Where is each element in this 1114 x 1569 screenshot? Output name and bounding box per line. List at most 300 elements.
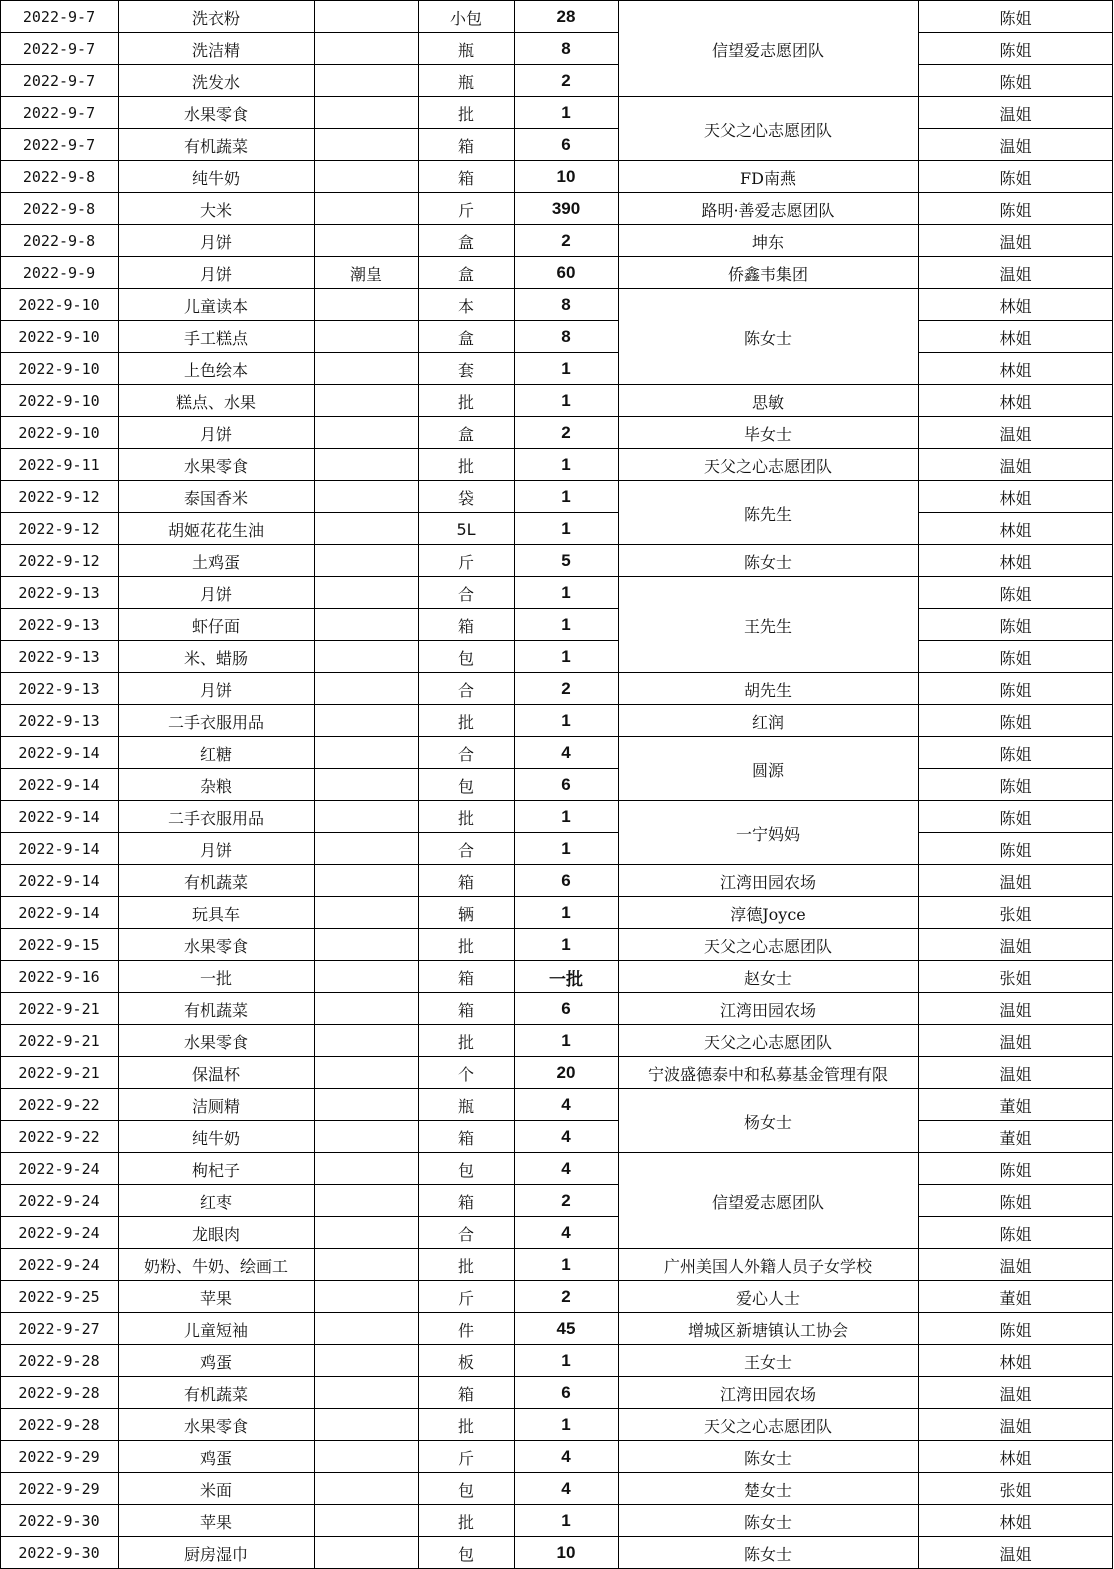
staff-cell: 陈姐 (999, 584, 1032, 604)
unit-cell: 批 (457, 1256, 474, 1276)
quantity-cell: 6 (561, 135, 571, 154)
grid-line (918, 0, 919, 1569)
unit-cell: 斤 (457, 200, 474, 220)
brand-cell (314, 65, 418, 97)
grid-line (0, 1088, 1113, 1089)
donor-cell: 增城区新塘镇认工协会 (687, 1320, 848, 1340)
unit-cell: 辆 (457, 904, 474, 924)
donor-cell-merged: 王先生 (743, 616, 792, 636)
quantity-cell: 4 (561, 1223, 571, 1242)
item-cell: 儿童读本 (183, 296, 248, 316)
item-cell: 洁厕精 (191, 1096, 240, 1116)
unit-cell: 瓶 (457, 72, 474, 92)
grid-line (0, 832, 619, 833)
grid-line (1112, 0, 1113, 1569)
quantity-cell: 4 (561, 1447, 571, 1466)
item-cell: 纯牛奶 (191, 1128, 240, 1148)
donor-cell: 红润 (751, 712, 784, 732)
item-cell: 大米 (199, 200, 232, 220)
unit-cell: 包 (457, 648, 474, 668)
donor-cell: 淳德Joyce (730, 904, 806, 924)
staff-cell: 林姐 (999, 1512, 1032, 1532)
item-cell: 月饼 (199, 424, 232, 444)
brand-cell (314, 673, 418, 705)
staff-cell: 温姐 (999, 1256, 1032, 1276)
staff-cell: 陈姐 (999, 1192, 1032, 1212)
quantity-cell: 2 (561, 1287, 571, 1306)
item-cell: 有机蔬菜 (183, 136, 248, 156)
brand-cell (314, 897, 418, 929)
date-cell: 2022-9-21 (18, 1064, 100, 1082)
grid-line (0, 1376, 1113, 1377)
date-cell: 2022-9-7 (22, 72, 96, 90)
item-cell: 月饼 (199, 232, 232, 252)
staff-cell: 董姐 (999, 1096, 1032, 1116)
item-cell: 红糖 (199, 744, 232, 764)
item-cell: 一批 (199, 968, 232, 988)
unit-cell: 箱 (457, 136, 474, 156)
unit-cell: 小包 (449, 8, 482, 28)
brand-cell (314, 129, 418, 161)
unit-cell: 瓶 (457, 1096, 474, 1116)
grid-line (0, 1152, 1113, 1153)
unit-cell: 包 (457, 1544, 474, 1564)
grid-line (418, 0, 419, 1569)
unit-cell: 袋 (457, 488, 474, 508)
unit-cell: 箱 (457, 616, 474, 636)
grid-line (0, 1472, 1113, 1473)
unit-cell: 5L (456, 519, 476, 539)
brand-cell (314, 929, 418, 961)
grid-line (0, 608, 619, 609)
grid-line (0, 0, 1, 1569)
staff-cell: 陈姐 (999, 616, 1032, 636)
brand-cell (314, 1313, 418, 1345)
date-cell: 2022-9-14 (18, 872, 100, 890)
item-cell: 手工糕点 (183, 328, 248, 348)
date-cell: 2022-9-10 (18, 328, 100, 346)
grid-line (0, 576, 1113, 577)
staff-cell: 张姐 (999, 1480, 1032, 1500)
unit-cell: 套 (457, 360, 474, 380)
grid-line (118, 0, 119, 1569)
staff-cell: 温姐 (999, 1000, 1032, 1020)
unit-cell: 箱 (457, 968, 474, 988)
grid-line (0, 96, 1113, 97)
grid-line (918, 1184, 1113, 1185)
date-cell: 2022-9-9 (22, 264, 96, 282)
unit-cell: 盒 (457, 264, 474, 284)
brand-cell (314, 513, 418, 545)
grid-line (0, 704, 1113, 705)
brand-cell (314, 961, 418, 993)
brand-cell (314, 1377, 418, 1409)
quantity-cell: 8 (561, 295, 571, 314)
brand-cell (314, 1281, 418, 1313)
grid-line (0, 1184, 619, 1185)
item-cell: 洗衣粉 (191, 8, 240, 28)
quantity-cell: 1 (561, 1255, 571, 1274)
grid-line (0, 128, 619, 129)
date-cell: 2022-9-14 (18, 904, 100, 922)
donor-cell: 宁波盛德泰中和私募基金管理有限 (647, 1064, 888, 1084)
grid-line (0, 224, 1113, 225)
staff-cell: 温姐 (999, 1032, 1032, 1052)
unit-cell: 合 (457, 584, 474, 604)
date-cell: 2022-9-7 (22, 136, 96, 154)
brand-cell (314, 1, 418, 33)
unit-cell: 箱 (457, 1128, 474, 1148)
donor-cell: 赵女士 (743, 968, 792, 988)
quantity-cell: 1 (561, 1415, 571, 1434)
date-cell: 2022-9-13 (18, 712, 100, 730)
staff-cell: 陈姐 (999, 168, 1032, 188)
date-cell: 2022-9-7 (22, 40, 96, 58)
item-cell: 苹果 (199, 1512, 232, 1532)
staff-cell: 陈姐 (999, 40, 1032, 60)
date-cell: 2022-9-10 (18, 296, 100, 314)
brand-cell (314, 1217, 418, 1249)
grid-line (0, 1312, 1113, 1313)
date-cell: 2022-9-28 (18, 1384, 100, 1402)
quantity-cell: 4 (561, 1479, 571, 1498)
brand-cell (314, 289, 418, 321)
grid-line (0, 1536, 1113, 1537)
unit-cell: 盒 (457, 424, 474, 444)
quantity-cell: 6 (561, 1383, 571, 1402)
item-cell: 米面 (199, 1480, 232, 1500)
quantity-cell: 1 (561, 839, 571, 858)
quantity-cell: 1 (561, 487, 571, 506)
donor-cell-merged: 天父之心志愿团队 (703, 120, 832, 140)
item-cell: 杂粮 (199, 776, 232, 796)
grid-line (918, 32, 1113, 33)
quantity-cell: 1 (561, 583, 571, 602)
item-cell: 水果零食 (183, 936, 248, 956)
staff-cell: 林姐 (999, 552, 1032, 572)
unit-cell: 盒 (457, 232, 474, 252)
brand-cell: 潮皇 (349, 264, 382, 284)
donor-cell: 陈女士 (743, 1512, 792, 1532)
donor-cell: FD南燕 (740, 168, 796, 188)
staff-cell: 陈姐 (999, 680, 1032, 700)
staff-cell: 陈姐 (999, 712, 1032, 732)
item-cell: 儿童短袖 (183, 1320, 248, 1340)
staff-cell: 陈姐 (999, 1224, 1032, 1244)
unit-cell: 斤 (457, 1448, 474, 1468)
quantity-cell: 2 (561, 679, 571, 698)
quantity-cell: 8 (561, 39, 571, 58)
donor-cell: 天父之心志愿团队 (703, 936, 832, 956)
staff-cell: 林姐 (999, 392, 1032, 412)
grid-line (918, 352, 1113, 353)
date-cell: 2022-9-12 (18, 552, 100, 570)
donor-cell: 爱心人士 (735, 1288, 800, 1308)
staff-cell: 温姐 (999, 936, 1032, 956)
item-cell: 月饼 (199, 680, 232, 700)
brand-cell (314, 353, 418, 385)
donor-cell: 天父之心志愿团队 (703, 1032, 832, 1052)
quantity-cell: 60 (556, 263, 576, 282)
brand-cell (314, 1441, 418, 1473)
brand-cell (314, 161, 418, 193)
grid-line (0, 1120, 619, 1121)
item-cell: 胡姬花花生油 (167, 520, 264, 540)
date-cell: 2022-9-14 (18, 776, 100, 794)
grid-line (0, 1216, 619, 1217)
staff-cell: 林姐 (999, 1352, 1032, 1372)
brand-cell (314, 417, 418, 449)
donor-cell: 路明·善爱志愿团队 (701, 200, 835, 220)
item-cell: 米、蜡肠 (183, 648, 248, 668)
date-cell: 2022-9-11 (18, 456, 100, 474)
date-cell: 2022-9-8 (22, 168, 96, 186)
brand-cell (314, 705, 418, 737)
date-cell: 2022-9-25 (18, 1288, 100, 1306)
quantity-cell: 1 (561, 711, 571, 730)
date-cell: 2022-9-30 (18, 1512, 100, 1530)
date-cell: 2022-9-8 (22, 232, 96, 250)
date-cell: 2022-9-7 (22, 8, 96, 26)
quantity-cell: 2 (561, 231, 571, 250)
brand-cell (314, 545, 418, 577)
item-cell: 水果零食 (183, 104, 248, 124)
unit-cell: 箱 (457, 1384, 474, 1404)
quantity-cell: 4 (561, 1095, 571, 1114)
grid-line (0, 384, 1113, 385)
quantity-cell: 4 (561, 1127, 571, 1146)
unit-cell: 板 (457, 1352, 474, 1372)
item-cell: 有机蔬菜 (183, 872, 248, 892)
brand-cell (314, 1409, 418, 1441)
staff-cell: 陈姐 (999, 72, 1032, 92)
item-cell: 水果零食 (183, 456, 248, 476)
donor-cell: 侨鑫韦集团 (727, 264, 808, 284)
quantity-cell: 6 (561, 775, 571, 794)
unit-cell: 包 (457, 1480, 474, 1500)
brand-cell (314, 769, 418, 801)
item-cell: 上色绘本 (183, 360, 248, 380)
item-cell: 水果零食 (183, 1416, 248, 1436)
item-cell: 洗发水 (191, 72, 240, 92)
brand-cell (314, 833, 418, 865)
grid-line (0, 1344, 1113, 1345)
unit-cell: 箱 (457, 1192, 474, 1212)
grid-line (0, 160, 1113, 161)
date-cell: 2022-9-21 (18, 1000, 100, 1018)
grid-line (918, 128, 1113, 129)
grid-line (0, 64, 619, 65)
grid-line (0, 192, 1113, 193)
quantity-cell: 1 (561, 519, 571, 538)
brand-cell (314, 321, 418, 353)
grid-line (0, 0, 1113, 1)
date-cell: 2022-9-8 (22, 200, 96, 218)
staff-cell: 陈姐 (999, 744, 1032, 764)
grid-line (0, 288, 1113, 289)
unit-cell: 箱 (457, 872, 474, 892)
unit-cell: 合 (457, 744, 474, 764)
date-cell: 2022-9-13 (18, 680, 100, 698)
staff-cell: 陈姐 (999, 200, 1032, 220)
item-cell: 鸡蛋 (199, 1448, 232, 1468)
staff-cell: 董姐 (999, 1288, 1032, 1308)
brand-cell (314, 1185, 418, 1217)
staff-cell: 林姐 (999, 328, 1032, 348)
date-cell: 2022-9-24 (18, 1160, 100, 1178)
brand-cell (314, 449, 418, 481)
item-cell: 纯牛奶 (191, 168, 240, 188)
quantity-cell: 6 (561, 871, 571, 890)
item-cell: 鸡蛋 (199, 1352, 232, 1372)
quantity-cell: 20 (556, 1063, 576, 1082)
quantity-cell: 1 (561, 647, 571, 666)
unit-cell: 包 (457, 776, 474, 796)
staff-cell: 温姐 (999, 104, 1032, 124)
grid-line (0, 960, 1113, 961)
staff-cell: 陈姐 (999, 840, 1032, 860)
quantity-cell: 一批 (549, 969, 583, 989)
staff-cell: 温姐 (999, 1384, 1032, 1404)
staff-cell: 温姐 (999, 232, 1032, 252)
grid-line (0, 544, 1113, 545)
date-cell: 2022-9-21 (18, 1032, 100, 1050)
staff-cell: 温姐 (999, 136, 1032, 156)
item-cell: 二手衣服用品 (167, 808, 264, 828)
unit-cell: 斤 (457, 1288, 474, 1308)
date-cell: 2022-9-13 (18, 584, 100, 602)
staff-cell: 陈姐 (999, 1160, 1032, 1180)
date-cell: 2022-9-28 (18, 1352, 100, 1370)
donor-cell: 江湾田园农场 (719, 872, 816, 892)
donor-cell: 陈女士 (743, 1544, 792, 1564)
brand-cell (314, 225, 418, 257)
grid-line (314, 0, 315, 1569)
quantity-cell: 2 (561, 71, 571, 90)
brand-cell (314, 1057, 418, 1089)
item-cell: 虾仔面 (191, 616, 240, 636)
grid-line (918, 608, 1113, 609)
grid-line (918, 512, 1113, 513)
quantity-cell: 2 (561, 423, 571, 442)
quantity-cell: 1 (561, 935, 571, 954)
item-cell: 月饼 (199, 264, 232, 284)
donor-cell-merged: 杨女士 (743, 1112, 792, 1132)
quantity-cell: 1 (561, 1351, 571, 1370)
grid-line (0, 320, 619, 321)
grid-line (0, 736, 1113, 737)
donor-cell-merged: 信望爱志愿团队 (711, 40, 824, 60)
date-cell: 2022-9-24 (18, 1256, 100, 1274)
grid-line (0, 1408, 1113, 1409)
date-cell: 2022-9-10 (18, 392, 100, 410)
donor-cell-merged: 信望爱志愿团队 (711, 1192, 824, 1212)
brand-cell (314, 641, 418, 673)
item-cell: 糕点、水果 (175, 392, 256, 412)
donor-cell: 思敏 (751, 392, 784, 412)
brand-cell (314, 737, 418, 769)
unit-cell: 批 (457, 1416, 474, 1436)
quantity-cell: 1 (561, 615, 571, 634)
item-cell: 保温杯 (191, 1064, 240, 1084)
staff-cell: 陈姐 (999, 648, 1032, 668)
item-cell: 水果零食 (183, 1032, 248, 1052)
item-cell: 二手衣服用品 (167, 712, 264, 732)
unit-cell: 批 (457, 1032, 474, 1052)
quantity-cell: 390 (551, 199, 581, 218)
grid-line (0, 672, 1113, 673)
item-cell: 龙眼肉 (191, 1224, 240, 1244)
item-cell: 月饼 (199, 840, 232, 860)
item-cell: 月饼 (199, 584, 232, 604)
date-cell: 2022-9-22 (18, 1096, 100, 1114)
donor-cell: 楚女士 (743, 1480, 792, 1500)
item-cell: 有机蔬菜 (183, 1000, 248, 1020)
staff-cell: 林姐 (999, 296, 1032, 316)
donor-cell: 陈女士 (743, 1448, 792, 1468)
quantity-cell: 45 (556, 1319, 576, 1338)
grid-line (0, 256, 1113, 257)
grid-line (618, 0, 619, 1569)
grid-line (0, 896, 1113, 897)
brand-cell (314, 577, 418, 609)
date-cell: 2022-9-30 (18, 1544, 100, 1562)
brand-cell (314, 801, 418, 833)
donor-cell: 陈女士 (743, 552, 792, 572)
brand-cell (314, 1473, 418, 1505)
staff-cell: 温姐 (999, 1544, 1032, 1564)
brand-cell (314, 385, 418, 417)
quantity-cell: 4 (561, 1159, 571, 1178)
donor-cell: 江湾田园农场 (719, 1000, 816, 1020)
staff-cell: 董姐 (999, 1128, 1032, 1148)
brand-cell (314, 865, 418, 897)
donor-cell: 坤东 (751, 232, 784, 252)
quantity-cell: 2 (561, 1191, 571, 1210)
date-cell: 2022-9-14 (18, 808, 100, 826)
unit-cell: 合 (457, 680, 474, 700)
quantity-cell: 1 (561, 391, 571, 410)
grid-line (0, 640, 619, 641)
donor-cell: 胡先生 (743, 680, 792, 700)
date-cell: 2022-9-7 (22, 104, 96, 122)
unit-cell: 批 (457, 1512, 474, 1532)
brand-cell (314, 1505, 418, 1537)
unit-cell: 批 (457, 936, 474, 956)
brand-cell (314, 1153, 418, 1185)
date-cell: 2022-9-12 (18, 488, 100, 506)
grid-line (918, 832, 1113, 833)
grid-line (918, 1120, 1113, 1121)
item-cell: 玩具车 (191, 904, 240, 924)
quantity-cell: 10 (556, 167, 576, 186)
brand-cell (314, 1537, 418, 1569)
staff-cell: 温姐 (999, 424, 1032, 444)
grid-line (918, 640, 1113, 641)
unit-cell: 批 (457, 392, 474, 412)
unit-cell: 盒 (457, 328, 474, 348)
grid-line (0, 512, 619, 513)
grid-line (0, 1056, 1113, 1057)
item-cell: 土鸡蛋 (191, 552, 240, 572)
donor-cell-merged: 圆源 (751, 760, 784, 780)
brand-cell (314, 1025, 418, 1057)
staff-cell: 温姐 (999, 456, 1032, 476)
grid-line (0, 1280, 1113, 1281)
brand-cell (314, 1249, 418, 1281)
grid-line (0, 1440, 1113, 1441)
item-cell: 红枣 (199, 1192, 232, 1212)
